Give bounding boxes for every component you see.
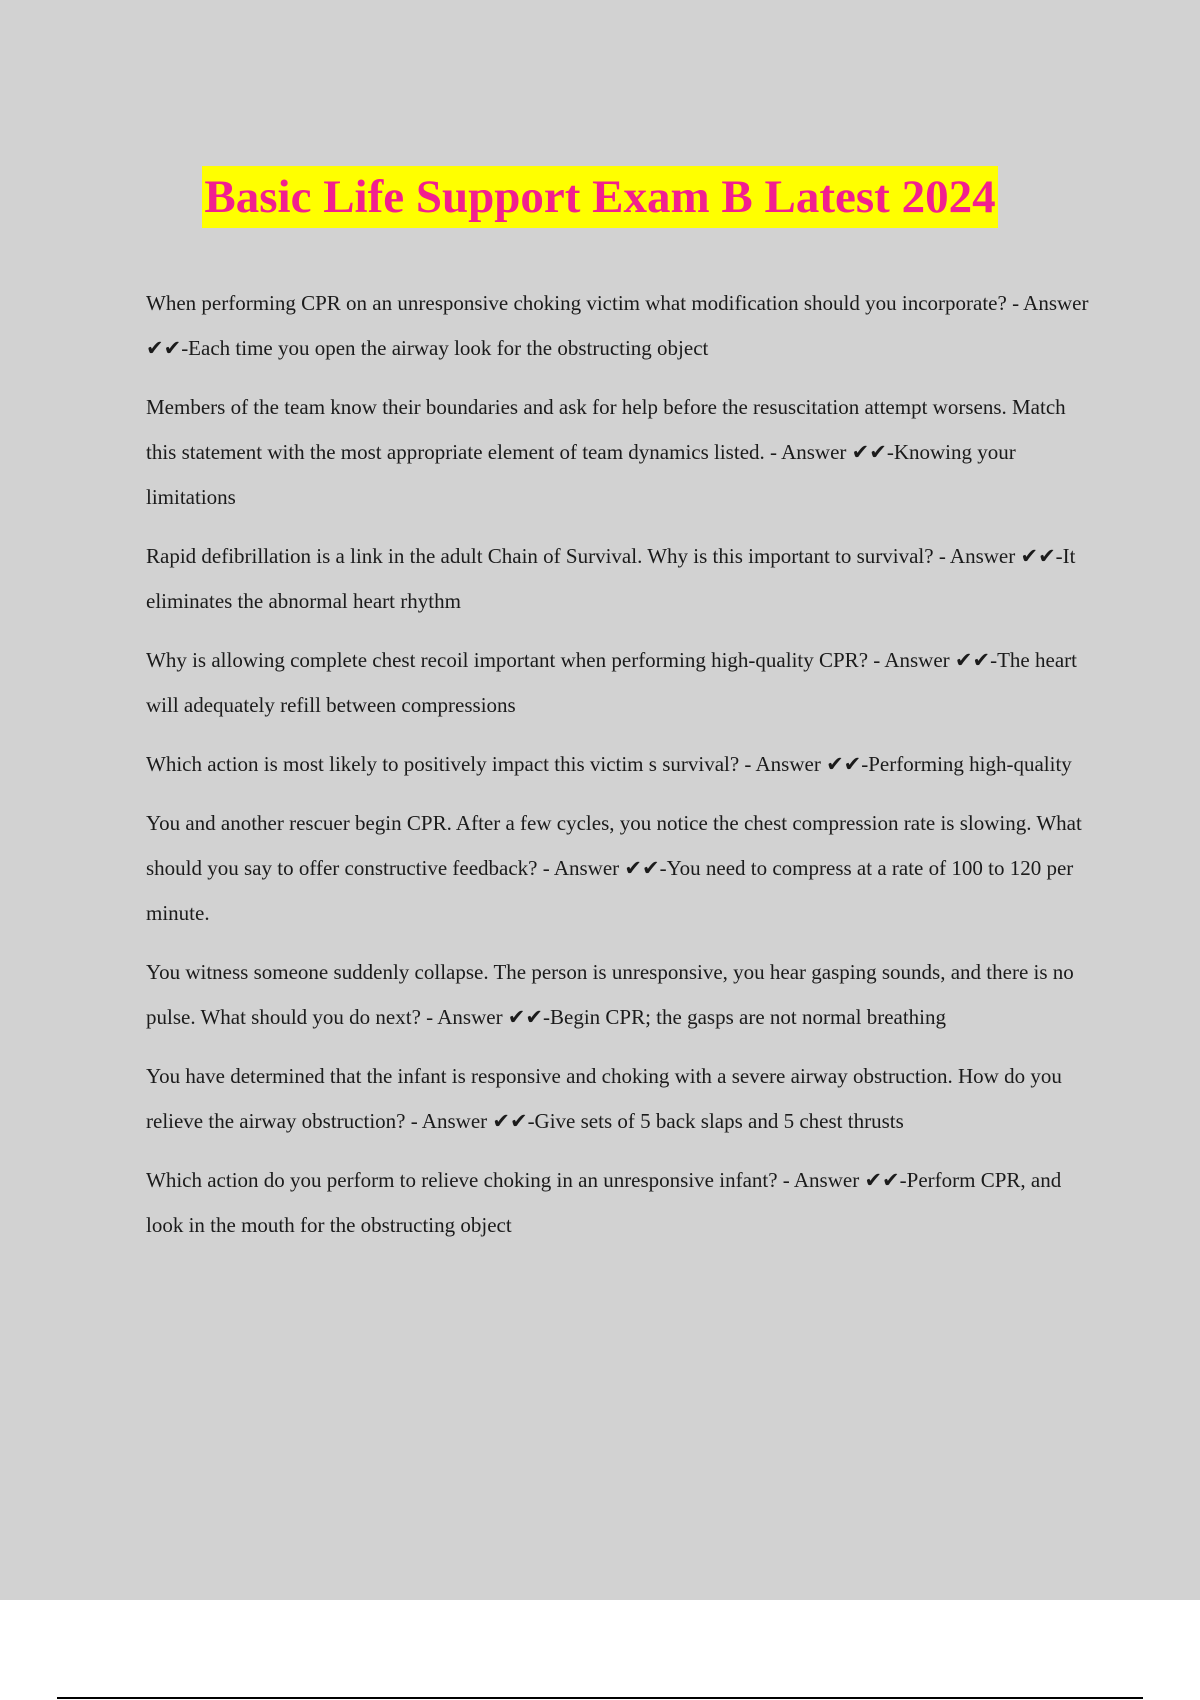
qa-item: You have determined that the infant is responsive and choking with a severe airway obstruction. How do you relieve the airway obstruction? - Answer ✔✔-Give sets of 5 back slaps and 5 chest thrusts	[146, 1064, 1062, 1133]
qa-item: You and another rescuer begin CPR. After a few cycles, you notice the chest compression rate is slowing. What should you say to offer constructive feedback? - Answer ✔✔-You need to compress at a rate of 100 to 120 per minute.	[146, 811, 1082, 925]
document-title: Basic Life Support Exam B Latest 2024	[202, 166, 997, 228]
qa-item: Which action is most likely to positively impact this victim s survival? - Answer ✔✔-Performing high-quality	[146, 752, 1072, 776]
footer-divider	[57, 1697, 1143, 1699]
qa-item: Members of the team know their boundaries and ask for help before the resuscitation attempt worsens. Match this statement with the most appropriate element of team dynamics listed. - Answer ✔✔-Knowing your limitations	[146, 395, 1066, 509]
qa-list	[146, 281, 1090, 1262]
title-container	[0, 166, 1200, 228]
qa-item: When performing CPR on an unresponsive choking victim what modification should you incorporate? - Answer ✔✔-Each time you open the airway look for the obstructing object	[146, 291, 1089, 360]
qa-item: Why is allowing complete chest recoil important when performing high-quality CPR? - Answer ✔✔-The heart will adequately refill between compressions	[146, 648, 1077, 717]
qa-item: Rapid defibrillation is a link in the adult Chain of Survival. Why is this important to survival? - Answer ✔✔-It eliminates the abnormal heart rhythm	[146, 544, 1076, 613]
qa-item: You witness someone suddenly collapse. The person is unresponsive, you hear gasping sounds, and there is no pulse. What should you do next? - Answer ✔✔-Begin CPR; the gasps are not normal breathing	[146, 960, 1074, 1029]
qa-item: Which action do you perform to relieve choking in an unresponsive infant? - Answer ✔✔-Perform CPR, and look in the mouth for the obstructing object	[146, 1168, 1062, 1237]
